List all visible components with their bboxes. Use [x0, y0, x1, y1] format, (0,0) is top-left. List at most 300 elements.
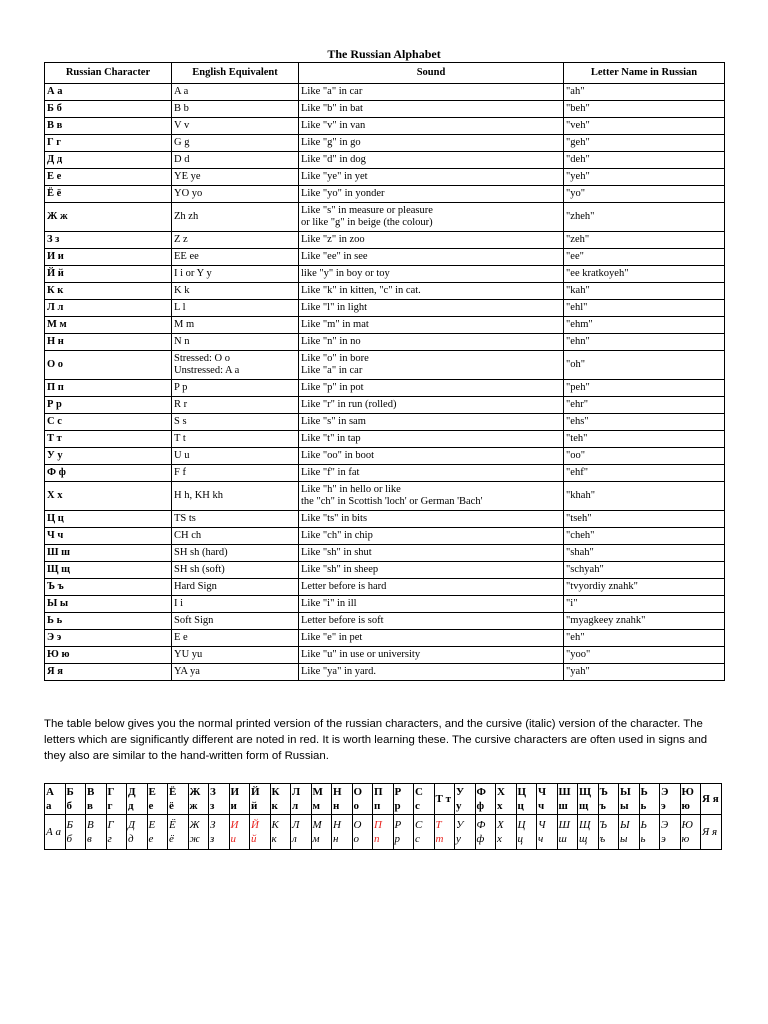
cursive-letter-lowercase: д: [128, 833, 134, 845]
printed-letter-uppercase: Ш: [558, 786, 571, 798]
sound-cell-text: Like "t" in tap: [301, 433, 361, 444]
english-equivalent-cell-text: EE ee: [174, 251, 199, 262]
sound-cell: [299, 482, 564, 511]
sound-cell-text: Like "oo" in boot: [301, 450, 375, 461]
sound-cell: [299, 545, 564, 562]
sound-cell-text: Like "s" in sam: [301, 416, 366, 427]
cursive-letter-cell: [373, 815, 394, 850]
alphabet-table: [44, 62, 725, 681]
russian-character-cell-text: К к: [47, 285, 64, 296]
cursive-letter-lowercase: ё: [169, 833, 174, 845]
cursive-letter-cell: [147, 815, 168, 850]
printed-letter-cell: [291, 784, 312, 815]
cursive-letter-lowercase: б: [66, 833, 73, 845]
table-row: [45, 135, 725, 152]
russian-character-cell-text: Ё ё: [47, 188, 62, 199]
sound-cell-text: Letter before is soft: [301, 615, 384, 626]
cursive-letter-uppercase: Ц: [517, 819, 526, 831]
letter-name-cell: [564, 334, 725, 351]
cursive-letter-cell: [598, 815, 619, 850]
russian-character-cell: [45, 465, 172, 482]
cursive-letter-lowercase: н: [333, 833, 339, 845]
printed-letter-cell: [680, 784, 701, 815]
printed-letter-lowercase: я: [712, 793, 719, 805]
cursive-letter-cell: [578, 815, 599, 850]
sound-cell: [299, 101, 564, 118]
printed-letter-cell: [250, 784, 271, 815]
letter-name-cell: [564, 283, 725, 300]
letter-name-cell: [564, 562, 725, 579]
table-row: [45, 562, 725, 579]
letter-name-cell: [564, 482, 725, 511]
printed-letter-uppercase: П: [374, 786, 383, 798]
russian-character-cell: [45, 300, 172, 317]
sound-cell-text: Like "ya" in yard.: [301, 666, 377, 677]
letter-name-cell-text: "beh": [566, 103, 590, 114]
cursive-letter-uppercase: Г: [107, 819, 114, 831]
russian-character-cell-text: И и: [47, 251, 64, 262]
sound-cell: [299, 431, 564, 448]
table-row: [45, 431, 725, 448]
printed-letter-uppercase: С: [415, 786, 423, 798]
russian-character-cell: [45, 118, 172, 135]
table-row: [45, 101, 725, 118]
printed-letter-uppercase: У: [456, 786, 465, 798]
russian-character-cell-text: Л л: [47, 302, 64, 313]
russian-character-cell: [45, 431, 172, 448]
russian-character-cell-text: Ы ы: [47, 598, 69, 609]
printed-letter-cell: [393, 784, 414, 815]
printed-letter-cell: [106, 784, 127, 815]
english-equivalent-cell: [172, 351, 299, 380]
english-equivalent-cell: [172, 334, 299, 351]
english-equivalent-cell-text: L l: [174, 302, 186, 313]
english-equivalent-cell: [172, 118, 299, 135]
printed-letter-cell: [516, 784, 537, 815]
sound-cell: [299, 334, 564, 351]
cursive-letter-cell: [414, 815, 435, 850]
cursive-letter-cell: [434, 815, 455, 850]
printed-letter-lowercase: о: [353, 800, 359, 812]
cursive-letter-uppercase: Ф: [476, 819, 486, 831]
printed-letter-lowercase: и: [230, 800, 237, 812]
english-equivalent-cell-text: M m: [174, 319, 195, 330]
cursive-letter-lowercase: э: [661, 833, 666, 845]
printed-letter-uppercase: Е: [148, 786, 156, 798]
cursive-letter-uppercase: О: [353, 819, 362, 831]
russian-character-cell: [45, 203, 172, 232]
letter-name-cell-text: "zheh": [566, 211, 595, 222]
cursive-letter-lowercase: ъ: [599, 833, 606, 845]
cursive-letter-cell: [701, 815, 722, 850]
russian-character-cell: [45, 334, 172, 351]
english-equivalent-cell-text: Stressed: O o: [174, 353, 230, 364]
sound-cell-text: Like "k" in kitten, "c" in cat.: [301, 285, 421, 296]
russian-character-cell-text: У у: [47, 450, 63, 461]
russian-character-cell: [45, 101, 172, 118]
printed-letter-cell: [147, 784, 168, 815]
english-equivalent-cell: [172, 545, 299, 562]
letter-name-cell: [564, 249, 725, 266]
russian-character-cell-text: Ш ш: [47, 547, 71, 558]
english-equivalent-cell: [172, 397, 299, 414]
sound-cell: [299, 630, 564, 647]
cursive-letter-cell: [639, 815, 660, 850]
letter-name-cell: [564, 169, 725, 186]
table-row: [45, 283, 725, 300]
english-equivalent-cell-text: H h, KH kh: [174, 490, 223, 501]
letter-name-cell-text: "yah": [566, 666, 590, 677]
russian-character-cell-text: П п: [47, 382, 64, 393]
printed-letter-uppercase: Х: [497, 786, 505, 798]
sound-cell-text: Like "p" in pot: [301, 382, 364, 393]
english-equivalent-cell-text: G g: [174, 137, 190, 148]
cursive-letter-cell: [557, 815, 578, 850]
letter-name-cell: [564, 448, 725, 465]
english-equivalent-cell-text: K k: [174, 285, 190, 296]
letter-name-cell: [564, 647, 725, 664]
cursive-letter-lowercase: ф: [476, 833, 485, 845]
english-equivalent-cell: [172, 414, 299, 431]
printed-letters-row: [45, 784, 722, 815]
cursive-letter-lowercase: п: [374, 833, 380, 845]
printed-letter-lowercase: а: [46, 800, 52, 812]
english-equivalent-cell: [172, 380, 299, 397]
sound-cell: [299, 300, 564, 317]
table-row: [45, 232, 725, 249]
russian-character-cell: [45, 152, 172, 169]
letter-name-cell: [564, 613, 725, 630]
letter-name-cell-text: "myagkeey znahk": [566, 615, 646, 626]
letter-name-cell-text: "ehs": [566, 416, 589, 427]
cursive-letter-uppercase: Я: [702, 826, 710, 838]
cursive-letter-cell: [619, 815, 640, 850]
english-equivalent-cell: [172, 613, 299, 630]
english-equivalent-cell: [172, 664, 299, 681]
russian-character-cell: [45, 186, 172, 203]
letter-name-cell: [564, 465, 725, 482]
letter-name-cell: [564, 203, 725, 232]
sound-cell: [299, 511, 564, 528]
letter-name-cell-text: "schyah": [566, 564, 604, 575]
cursive-letter-uppercase: Ь: [640, 819, 647, 831]
printed-letter-uppercase: Л: [292, 786, 301, 798]
russian-character-cell: [45, 317, 172, 334]
printed-letter-lowercase: ь: [640, 800, 647, 812]
cursive-letter-uppercase: К: [271, 819, 279, 831]
english-equivalent-cell: [172, 528, 299, 545]
printed-letter-lowercase: е: [148, 800, 154, 812]
english-equivalent-cell-text: P p: [174, 382, 188, 393]
table-row: [45, 511, 725, 528]
english-equivalent-cell-text: YE ye: [174, 171, 201, 182]
cursive-letter-lowercase: ц: [517, 833, 523, 845]
printed-letter-uppercase: Т: [435, 793, 443, 805]
english-equivalent-cell: [172, 630, 299, 647]
letter-name-cell-text: "cheh": [566, 530, 595, 541]
table-row: [45, 317, 725, 334]
table-row: [45, 482, 725, 511]
printed-letter-cell: [188, 784, 209, 815]
sound-cell: [299, 664, 564, 681]
printed-letter-cell: [660, 784, 681, 815]
russian-character-cell: [45, 596, 172, 613]
english-equivalent-cell: [172, 266, 299, 283]
sound-cell: [299, 579, 564, 596]
printed-letter-uppercase: И: [230, 786, 240, 798]
cursive-letter-cell: [537, 815, 558, 850]
english-equivalent-cell-text: D d: [174, 154, 190, 165]
sound-cell-text: Like "sh" in sheep: [301, 564, 379, 575]
cursive-letter-uppercase: А: [46, 826, 53, 838]
letter-name-cell: [564, 101, 725, 118]
russian-character-cell: [45, 562, 172, 579]
printed-letter-uppercase: Г: [107, 786, 115, 798]
english-equivalent-cell-text: YU yu: [174, 649, 203, 660]
sound-cell: [299, 596, 564, 613]
cursive-letter-lowercase: а: [55, 826, 61, 838]
sound-cell-text-line2: or like "g" in beige (the colour): [301, 217, 433, 228]
english-equivalent-cell: [172, 431, 299, 448]
printed-letter-uppercase: М: [312, 786, 323, 798]
cursive-letter-cell: [516, 815, 537, 850]
english-equivalent-cell-text: E e: [174, 632, 188, 643]
printed-letter-uppercase: Ж: [189, 786, 201, 798]
printed-letter-uppercase: О: [353, 786, 363, 798]
printed-letter-cell: [127, 784, 148, 815]
english-equivalent-cell: [172, 596, 299, 613]
russian-character-cell-text: Е е: [47, 171, 62, 182]
cursive-letter-cell: [250, 815, 271, 850]
english-equivalent-cell-text: S s: [174, 416, 187, 427]
printed-letter-lowercase: п: [374, 800, 381, 812]
cursive-letter-lowercase: т: [435, 833, 444, 845]
english-equivalent-cell: [172, 647, 299, 664]
russian-character-cell-text: Ч ч: [47, 530, 64, 541]
cursive-letter-cell: [209, 815, 230, 850]
cursive-letter-cell: [291, 815, 312, 850]
printed-letter-lowercase: ж: [189, 800, 198, 812]
sound-cell: [299, 169, 564, 186]
printed-letter-cell: [209, 784, 230, 815]
russian-character-cell-text: А а: [47, 86, 63, 97]
letter-name-cell-text: "yoo": [566, 649, 591, 660]
printed-letter-uppercase: Я: [702, 793, 710, 805]
printed-letter-lowercase: т: [445, 793, 451, 805]
english-equivalent-cell: [172, 579, 299, 596]
letter-name-cell-text: "ehl": [566, 302, 588, 313]
cursive-letter-uppercase: Ё: [169, 819, 176, 831]
russian-character-cell-text: Д д: [47, 154, 63, 165]
letter-name-cell-text: "deh": [566, 154, 590, 165]
table-row: [45, 397, 725, 414]
sound-cell: [299, 203, 564, 232]
printed-letter-cell: [557, 784, 578, 815]
cursive-letter-cell: [168, 815, 189, 850]
cursive-letter-uppercase: М: [312, 819, 322, 831]
letter-name-cell-text: "tvyordiy znahk": [566, 581, 638, 592]
column-header-sound: Sound: [299, 63, 564, 84]
printed-letter-uppercase: Р: [394, 786, 402, 798]
table-row: [45, 186, 725, 203]
sound-cell-text: Like "g" in go: [301, 137, 361, 148]
russian-character-cell-text: Ю ю: [47, 649, 70, 660]
page-title: The Russian Alphabet: [327, 47, 441, 61]
cursive-letter-cell: [680, 815, 701, 850]
letter-name-cell: [564, 351, 725, 380]
sound-cell-text: Like "f" in fat: [301, 467, 360, 478]
printed-letter-uppercase: Д: [128, 786, 136, 798]
cursive-letter-lowercase: с: [415, 833, 420, 845]
table-body: [45, 84, 725, 681]
letter-name-cell-text: "geh": [566, 137, 590, 148]
english-equivalent-cell-text: Hard Sign: [174, 581, 217, 592]
printed-letter-lowercase: к: [271, 800, 278, 812]
sound-cell: [299, 186, 564, 203]
sound-cell: [299, 380, 564, 397]
sound-cell: [299, 562, 564, 579]
russian-character-cell-text: Г г: [47, 137, 62, 148]
printed-letter-lowercase: н: [333, 800, 340, 812]
letter-name-cell-text: "teh": [566, 433, 588, 444]
sound-cell-text: Letter before is hard: [301, 581, 387, 592]
cursive-letter-cell: [455, 815, 476, 850]
russian-character-cell: [45, 414, 172, 431]
letter-name-cell-text: "ehf": [566, 467, 588, 478]
cursive-letter-uppercase: Ч: [538, 819, 546, 831]
russian-character-cell-text: Х х: [47, 490, 63, 501]
table-row: [45, 118, 725, 135]
cursive-letter-lowercase: к: [271, 833, 277, 845]
russian-character-cell: [45, 380, 172, 397]
russian-character-cell-text: Я я: [47, 666, 63, 677]
russian-character-cell-text: Ц ц: [47, 513, 64, 524]
printed-letter-lowercase: г: [107, 800, 113, 812]
russian-character-cell: [45, 84, 172, 101]
cursive-letter-cell: [311, 815, 332, 850]
letter-name-cell: [564, 431, 725, 448]
english-equivalent-cell-text: YA ya: [174, 666, 200, 677]
letter-name-cell-text: "ehn": [566, 336, 590, 347]
cursive-letter-cell: [332, 815, 353, 850]
sound-cell: [299, 448, 564, 465]
russian-character-cell: [45, 647, 172, 664]
sound-cell: [299, 152, 564, 169]
cursive-letter-lowercase: х: [497, 833, 502, 845]
english-equivalent-cell-text: Soft Sign: [174, 615, 214, 626]
cursive-letter-lowercase: щ: [579, 833, 588, 845]
printed-letter-cell: [537, 784, 558, 815]
printed-letter-cell: [475, 784, 496, 815]
english-equivalent-cell: [172, 186, 299, 203]
russian-character-cell: [45, 249, 172, 266]
sound-cell: [299, 266, 564, 283]
table-row: [45, 84, 725, 101]
table-row: [45, 596, 725, 613]
cursive-letter-lowercase: в: [87, 833, 92, 845]
printed-letter-uppercase: Ы: [620, 786, 631, 798]
letter-name-cell-text: "zeh": [566, 234, 590, 245]
printed-letter-uppercase: Б: [66, 786, 74, 798]
cursive-letter-lowercase: м: [312, 833, 320, 845]
printed-letter-cell: [332, 784, 353, 815]
english-equivalent-cell-text: V v: [174, 120, 190, 131]
russian-character-cell: [45, 528, 172, 545]
printed-letter-lowercase: р: [394, 800, 401, 812]
printed-letter-lowercase: х: [497, 800, 503, 812]
english-equivalent-cell-text: A a: [174, 86, 189, 97]
russian-character-cell-text: Щ щ: [47, 564, 71, 575]
english-equivalent-cell-text: T t: [174, 433, 186, 444]
letter-name-cell-text: "eh": [566, 632, 585, 643]
table-row: [45, 579, 725, 596]
cursive-letter-cell: [229, 815, 250, 850]
english-equivalent-cell-text: I i or Y y: [174, 268, 212, 279]
english-equivalent-cell-text: Zh zh: [174, 211, 199, 222]
letter-name-cell: [564, 135, 725, 152]
sound-cell-text: Like "a" in car: [301, 86, 363, 97]
cursive-letter-lowercase: г: [107, 833, 112, 845]
column-header-russian-character: Russian Character: [45, 63, 172, 84]
russian-character-cell: [45, 232, 172, 249]
english-equivalent-cell-text: Z z: [174, 234, 188, 245]
english-equivalent-cell: [172, 317, 299, 334]
sound-cell: [299, 232, 564, 249]
cursive-letter-uppercase: Х: [497, 819, 504, 831]
letter-name-cell: [564, 579, 725, 596]
sound-cell: [299, 528, 564, 545]
russian-character-cell-text: В в: [47, 120, 63, 131]
letter-name-cell-text: "oo": [566, 450, 586, 461]
letter-name-cell-text: "ehr": [566, 399, 588, 410]
cursive-letter-uppercase: Щ: [579, 819, 591, 831]
russian-character-cell: [45, 579, 172, 596]
cursive-letter-cell: [106, 815, 127, 850]
table-row: [45, 613, 725, 630]
sound-cell-text: Like "n" in no: [301, 336, 361, 347]
english-equivalent-cell-text: TS ts: [174, 513, 196, 524]
letter-name-cell-text: "kah": [566, 285, 590, 296]
english-equivalent-cell: [172, 448, 299, 465]
english-equivalent-cell-text: R r: [174, 399, 188, 410]
printed-letter-cell: [65, 784, 86, 815]
russian-character-cell: [45, 511, 172, 528]
cursive-letter-uppercase: Т: [435, 819, 442, 831]
printed-letter-uppercase: Ё: [169, 786, 177, 798]
table-row: [45, 334, 725, 351]
printed-letter-cell: [311, 784, 332, 815]
printed-letter-cell: [45, 784, 66, 815]
printed-letter-lowercase: й: [251, 800, 258, 812]
cursive-letter-lowercase: ж: [189, 833, 200, 845]
printed-letter-lowercase: у: [456, 800, 462, 812]
cursive-letter-uppercase: Д: [128, 819, 135, 831]
printed-letter-uppercase: Ю: [681, 786, 694, 798]
english-equivalent-cell-text: N n: [174, 336, 190, 347]
letter-name-cell-text: "khah": [566, 490, 595, 501]
column-header-english-equivalent: English Equivalent: [172, 63, 299, 84]
cursive-letter-uppercase: Л: [292, 819, 300, 831]
sound-cell: [299, 397, 564, 414]
cursive-letter-cell: [86, 815, 107, 850]
printed-letter-lowercase: в: [87, 800, 93, 812]
sound-cell-text: Like "i" in ill: [301, 598, 357, 609]
cursive-letter-uppercase: У: [456, 819, 464, 831]
english-equivalent-cell-text: U u: [174, 450, 190, 461]
cursive-letter-uppercase: В: [87, 819, 94, 831]
printed-letter-uppercase: Ц: [517, 786, 527, 798]
sound-cell-text: Like "yo" in yonder: [301, 188, 385, 199]
